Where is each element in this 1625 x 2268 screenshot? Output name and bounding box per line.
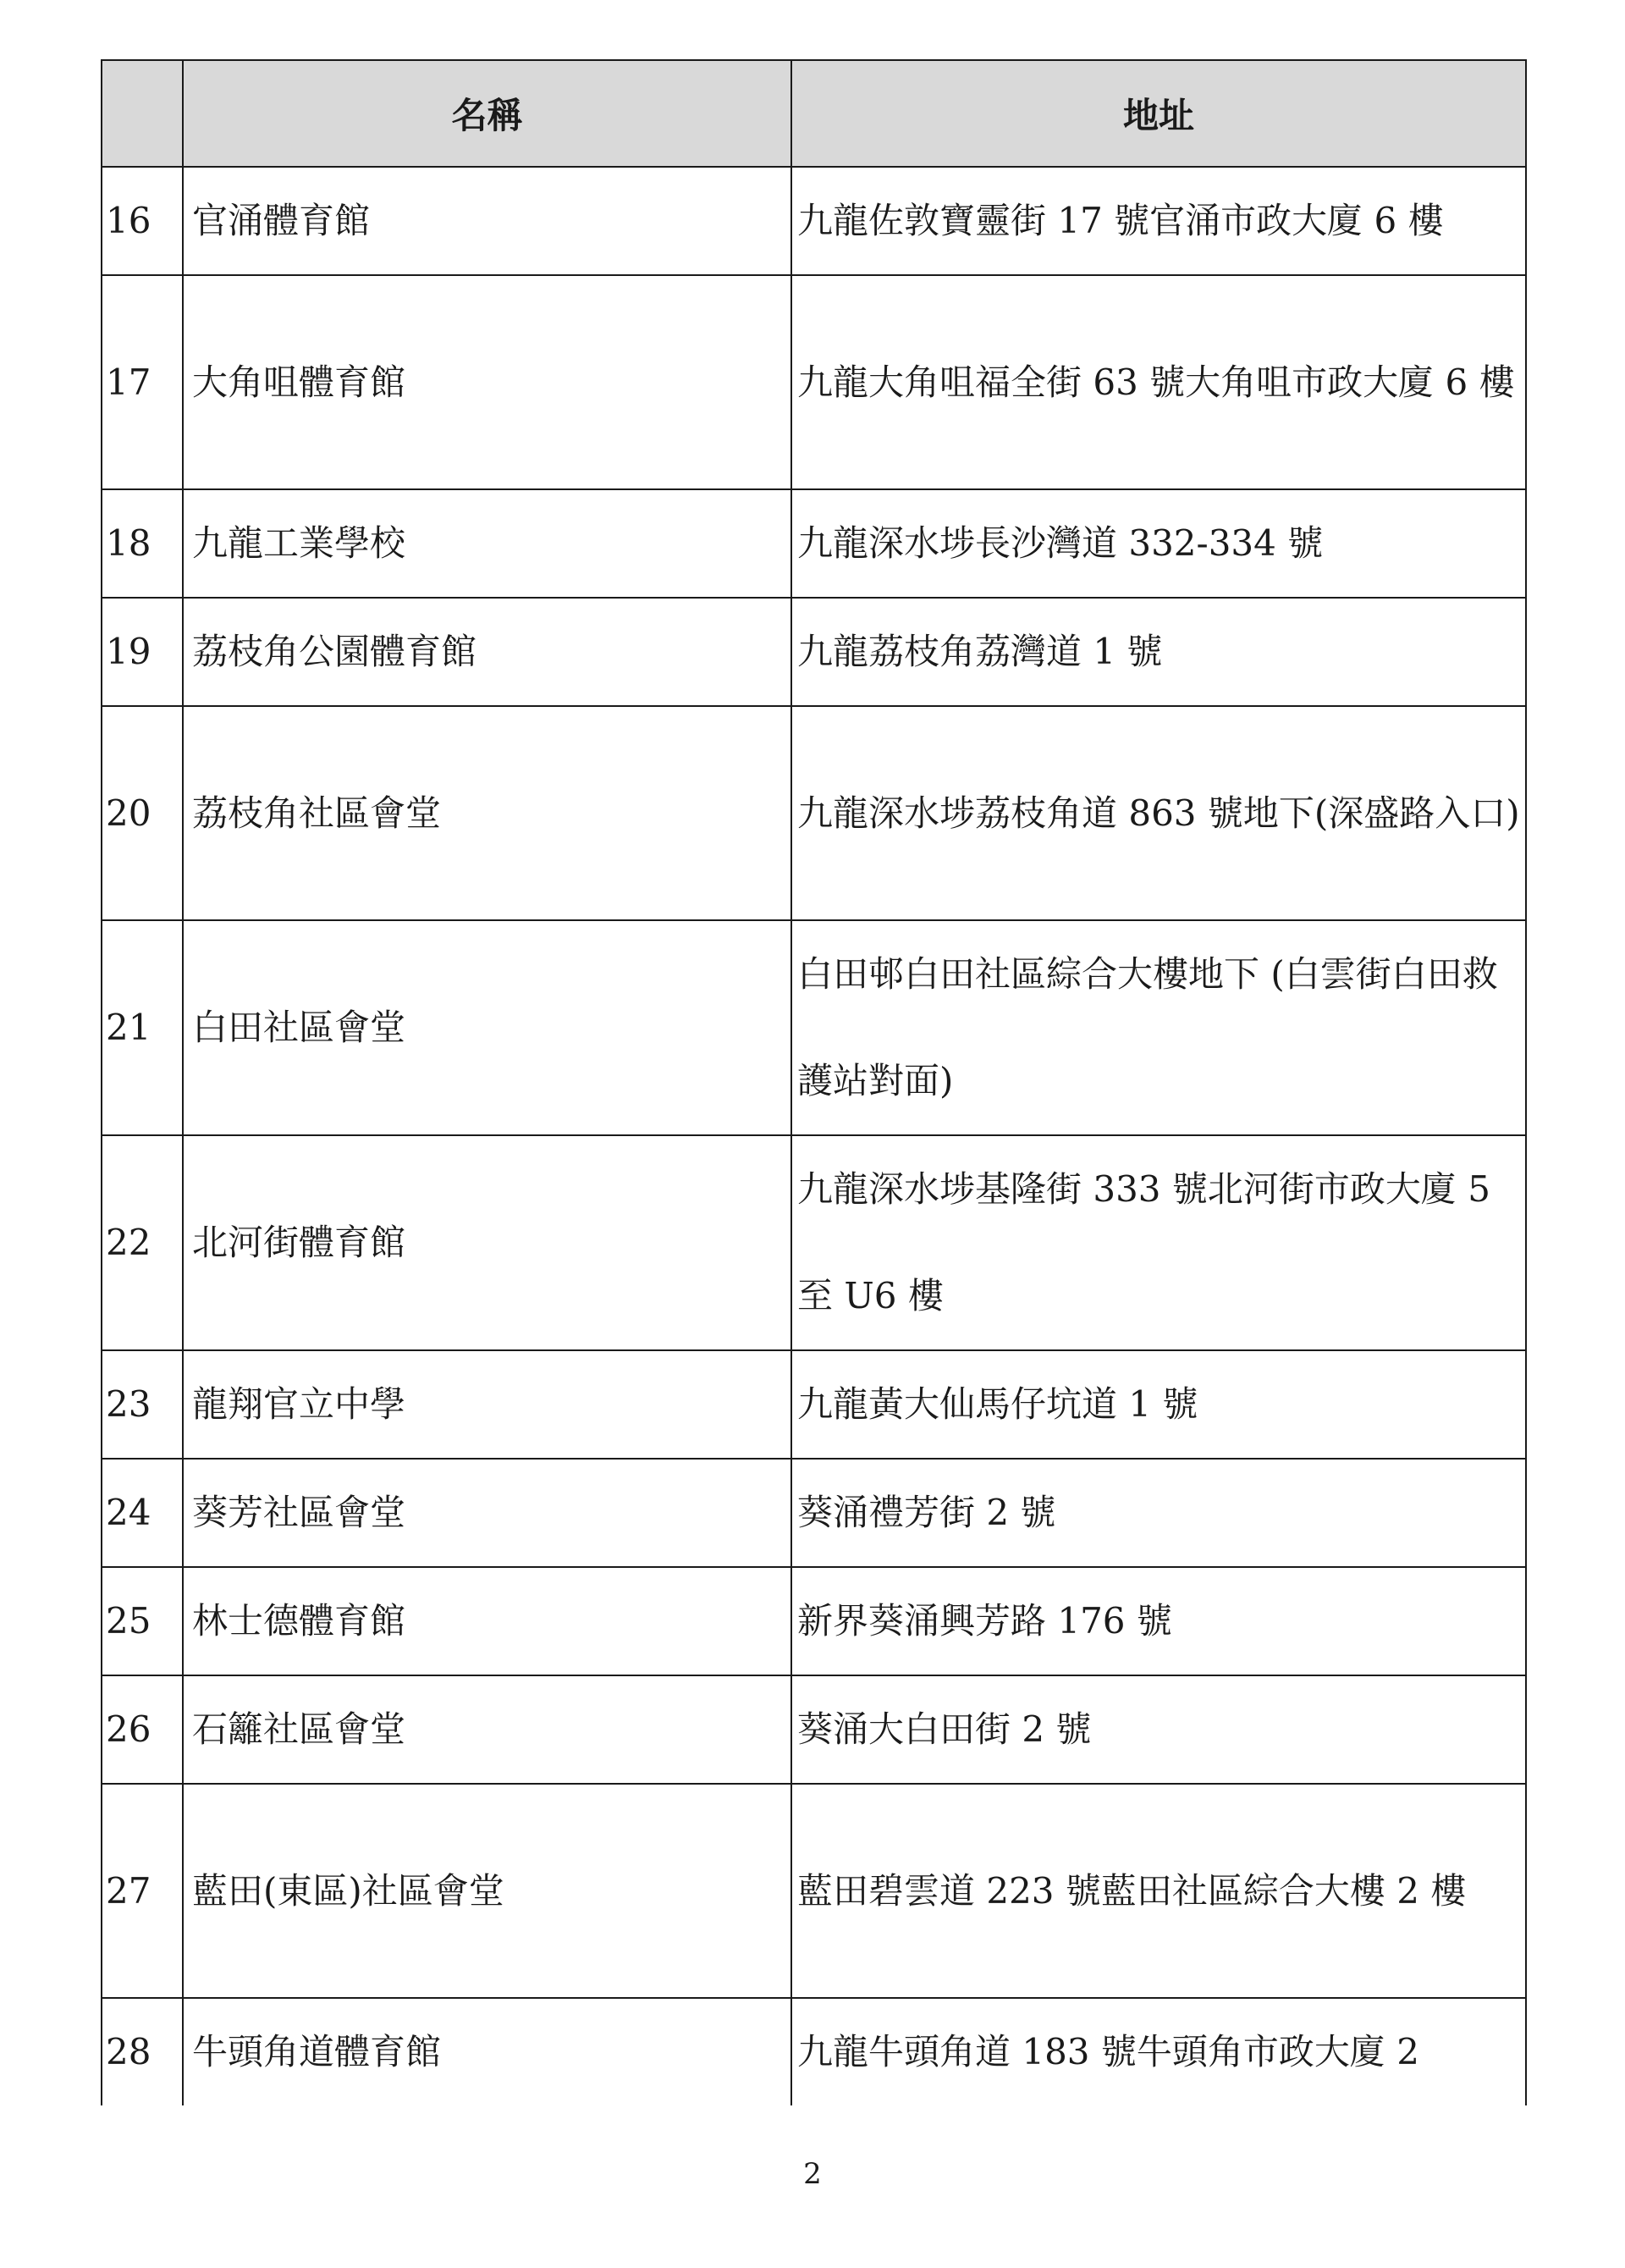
- table-row: [102, 1675, 1526, 1784]
- venue-name: 荔枝角社區會堂: [183, 706, 791, 920]
- venue-address: 葵涌禮芳街 2 號: [791, 1459, 1526, 1567]
- row-number: 28: [102, 1998, 183, 2105]
- table-row: [102, 1784, 1526, 1998]
- venue-address: 九龍牛頭角道 183 號牛頭角市政大廈 2: [791, 1998, 1526, 2105]
- row-number: 18: [102, 489, 183, 598]
- column-header-name: 名稱: [183, 60, 791, 167]
- venue-name: 牛頭角道體育館: [183, 1998, 791, 2105]
- row-number: 16: [102, 167, 183, 275]
- venue-address: 九龍深水埗長沙灣道 332-334 號: [791, 489, 1526, 598]
- table-row: [102, 1567, 1526, 1675]
- table-row: [102, 1998, 1526, 2105]
- venue-name: 白田社區會堂: [183, 920, 791, 1135]
- venue-name: 龍翔官立中學: [183, 1350, 791, 1459]
- venue-address: 九龍黃大仙馬仔坑道 1 號: [791, 1350, 1526, 1459]
- venue-address: 白田邨白田社區綜合大樓地下 (白雲街白田救護站對面): [791, 920, 1526, 1135]
- column-header-index: [102, 60, 183, 167]
- table-row: [102, 920, 1526, 1135]
- venue-name: 官涌體育館: [183, 167, 791, 275]
- venue-name: 石籬社區會堂: [183, 1675, 791, 1784]
- venue-address: 葵涌大白田街 2 號: [791, 1675, 1526, 1784]
- row-number: 24: [102, 1459, 183, 1567]
- table-row: [102, 489, 1526, 598]
- page-number: 2: [803, 2157, 822, 2191]
- venue-address: 新界葵涌興芳路 176 號: [791, 1567, 1526, 1675]
- column-header-address: 地址: [791, 60, 1526, 167]
- venue-name: 九龍工業學校: [183, 489, 791, 598]
- venue-address: 九龍深水埗基隆街 333 號北河街市政大廈 5 至 U6 樓: [791, 1135, 1526, 1350]
- row-number: 26: [102, 1675, 183, 1784]
- venue-table: [101, 59, 1527, 2105]
- venue-address: 九龍深水埗荔枝角道 863 號地下(深盛路入口): [791, 706, 1526, 920]
- venue-name: 大角咀體育館: [183, 275, 791, 489]
- venue-address: 藍田碧雲道 223 號藍田社區綜合大樓 2 樓: [791, 1784, 1526, 1998]
- row-number: 27: [102, 1784, 183, 1998]
- venue-address: 九龍荔枝角荔灣道 1 號: [791, 598, 1526, 706]
- table-row: [102, 1350, 1526, 1459]
- venue-address: 九龍大角咀福全街 63 號大角咀市政大廈 6 樓: [791, 275, 1526, 489]
- row-number: 25: [102, 1567, 183, 1675]
- row-number: 23: [102, 1350, 183, 1459]
- venue-name: 北河街體育館: [183, 1135, 791, 1350]
- row-number: 17: [102, 275, 183, 489]
- table-row: [102, 1459, 1526, 1567]
- table-row: [102, 275, 1526, 489]
- row-number: 20: [102, 706, 183, 920]
- row-number: 19: [102, 598, 183, 706]
- table-row: [102, 706, 1526, 920]
- venue-name: 葵芳社區會堂: [183, 1459, 791, 1567]
- table-row: [102, 598, 1526, 706]
- venue-name: 藍田(東區)社區會堂: [183, 1784, 791, 1998]
- row-number: 22: [102, 1135, 183, 1350]
- table-row: [102, 1135, 1526, 1350]
- table-header-row: [102, 60, 1526, 167]
- venue-name: 荔枝角公園體育館: [183, 598, 791, 706]
- venue-address: 九龍佐敦寶靈街 17 號官涌市政大廈 6 樓: [791, 167, 1526, 275]
- table-row: [102, 167, 1526, 275]
- venue-name: 林士德體育館: [183, 1567, 791, 1675]
- row-number: 21: [102, 920, 183, 1135]
